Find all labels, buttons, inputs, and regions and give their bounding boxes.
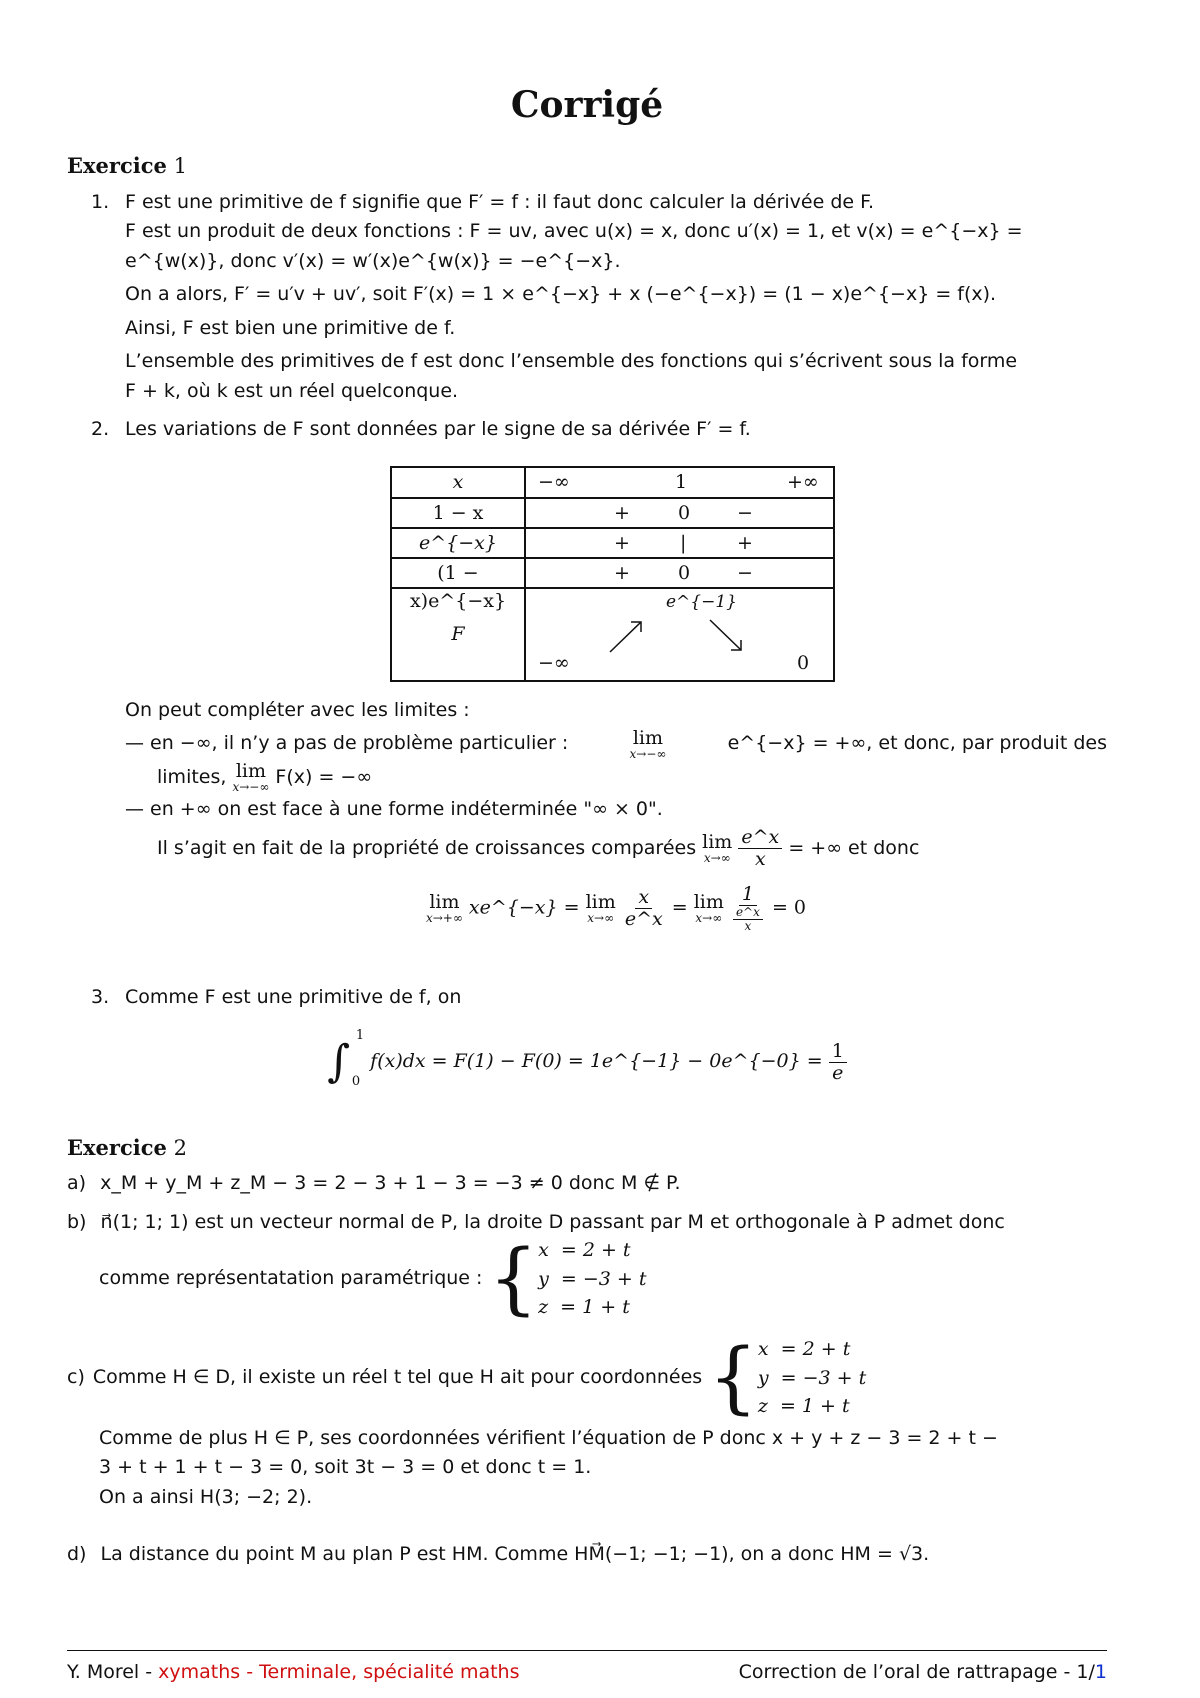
fraction [730,884,766,933]
equation-term: xe^{−x} = [468,896,580,919]
limit-text: limites, [157,766,227,789]
integral-upper-bound: 1 [355,1028,365,1043]
numerator: x [635,887,652,909]
lim-word: lim [585,890,616,913]
footer-right [739,1658,1107,1687]
exercise-1-heading [67,150,187,183]
exercise-2-heading-number: 2 [173,1136,187,1160]
lim-operator [425,890,463,925]
limit-line [125,827,1107,870]
system-line: x = 2 + t [538,1239,631,1261]
brace-icon: { [708,1332,758,1423]
exercise-1-heading-bold: Exercice [67,153,167,178]
table-header-cell: 1 [675,471,688,493]
lim-sub: x→−∞ [629,747,667,762]
text-line: F est une primitive de f signifie que F′ = f : il faut donc calculer la dérivée de F. [125,191,875,213]
table-row-header [392,468,833,499]
lim-sub: x→∞ [695,910,723,925]
question-label: b) [67,1211,87,1233]
text-line: Comme F est une primitive de f, on [125,986,462,1008]
exercise-1-heading-number: 1 [173,154,187,178]
question-c [67,1332,867,1423]
sign-cell: + [614,532,630,554]
limit-line [125,729,1107,760]
table-row-label: e^{−x} [392,529,526,557]
sign-cell: 0 [678,562,691,584]
limit-equation: lim x→+∞ xe^{−x} = lim x→∞ $\frac{x}{e\^{}x}$ = lim x→∞ $\frac{1}{\frac{e\^{}x}{x}}$ = 0 [425,882,806,933]
max-value: e^{−1} [666,592,737,612]
sign-cell: | [680,532,687,554]
table-row-label: 1 − x [392,499,526,527]
sign-cell: + [614,562,630,584]
limit-text: F(x) = −∞ [275,766,373,789]
lim-word: lim [632,727,664,750]
fraction [829,1041,847,1084]
denominator: x [754,847,766,870]
denominator: x [744,918,752,933]
question-text: comme représentatation paramétrique : [99,1267,483,1290]
question-a [67,1169,1107,1198]
item-body [125,415,1105,444]
system-line: z = 1 + t [538,1296,630,1318]
lim-word: lim [235,760,266,783]
page-title: Corrigé [510,84,664,126]
system-line: x = 2 + t [757,1338,851,1360]
integral-lower-bound: 0 [351,1074,361,1090]
lim-operator [693,890,724,925]
fraction [622,887,666,930]
table-row [392,529,833,559]
question-b-system [99,1233,647,1324]
question-label: a) [67,1172,87,1194]
lim-operator [585,890,616,925]
question-label: d) [67,1543,87,1565]
sign-cell: − [737,562,753,584]
limit-text: Il s’agit en fait de la propriété de croissances comparées [157,836,697,859]
numerator: 1 [739,884,757,906]
question-b [67,1208,1107,1237]
limits-section [125,696,1107,933]
lim-word: lim [693,890,724,913]
exercise-2-heading-bold: Exercice [67,1135,167,1160]
item-number: 2. [91,418,110,440]
denominator: e [832,1061,844,1084]
limit-text: e^{−x} = +∞, et donc, par produit des [727,732,1107,755]
item-number: 3. [91,986,110,1008]
lim-word: lim [702,830,733,853]
lim-operator [232,762,269,793]
right-limit: 0 [797,652,810,674]
footer-page-total-link[interactable]: 1 [1094,1661,1107,1683]
question-c-continued [99,1424,1107,1512]
lim-operator [702,830,733,865]
lim-sub: x→−∞ [232,780,270,795]
nested-fraction [733,906,763,933]
sign-cell: + [614,502,630,524]
table-header-cell: +∞ [787,471,819,493]
brace-icon: { [488,1233,539,1324]
limit-line [125,762,1107,793]
variation-table [390,466,835,682]
lim-operator [630,729,667,760]
text-line: Les variations de F sont données par le signe de sa dérivée F′ = f. [125,418,751,440]
numerator: e^x [733,906,763,920]
item-number: 1. [91,191,110,213]
table-row [392,499,833,529]
numerator: e^x [738,827,782,849]
sign-cell: + [737,532,753,554]
question-d [67,1540,1107,1569]
table-header-cell: x [392,468,526,497]
question-text: La distance du point M au plan P est HM. Comme HM⃗(−1; −1; −1), on a donc HM = √3. [100,1543,930,1565]
question-text: Comme H ∈ D, il existe un réel t tel que H ait pour coordonnées [92,1366,703,1389]
lim-word: lim [429,890,460,913]
text-line: Comme de plus H ∈ P, ses coordonnées vérifient l’équation de P donc x + y + z − 3 = 2 + t − [99,1427,998,1449]
denominator: e^x [624,907,663,930]
sign-cell: − [737,502,753,524]
integral-equation [67,1028,1107,1096]
equation-term: = 0 [771,896,806,919]
text-line: F + k, où k est un réel quelconque. [125,379,459,402]
limit-text: — en −∞, il n’y a pas de problème particulier : [125,732,569,755]
system-line: y = −3 + t [538,1267,647,1290]
system-line: z = 1 + t [757,1395,850,1417]
left-limit: −∞ [538,652,570,674]
text-line: On a ainsi H(3; −2; 2). [99,1485,313,1508]
table-row-label: (1 − x)e^{−x} [392,559,526,587]
footer-author: Y. Morel - [67,1661,153,1683]
lim-sub: x→+∞ [425,910,463,925]
footer-title: Correction de l’oral de rattrapage - 1/ [738,1661,1095,1683]
lim-sub: x→∞ [703,850,731,865]
item-body [125,983,1105,1012]
limits-intro: On peut compléter avec les limites : [125,699,470,721]
question-text: x_M + y_M + z_M − 3 = 2 − 3 + 1 − 3 = −3 ≠ 0 donc M ∉ P. [100,1172,681,1194]
table-header-cell: −∞ [538,471,570,493]
limit-line: — en +∞ on est face à une forme indéterminée "∞ × 0". [125,798,663,821]
denominator [730,906,766,933]
table-row-label: F [392,589,526,680]
parametric-system [538,1236,646,1322]
text-line: F est un produit de deux fonctions : F = uv, avec u(x) = x, donc u′(x) = 1, et v(x) = e^{−x} = [125,220,1023,243]
table-row-variation [392,589,833,680]
question-label: c) [67,1366,85,1389]
footer-left [67,1658,520,1687]
exercise-2-heading [67,1132,187,1165]
item-body [125,188,1105,406]
text-line: e^{w(x)}, donc v′(x) = w′(x)e^{w(x)} = −e^{−x}. [125,249,621,272]
footer-site-link[interactable]: xymaths - Terminale, spécialité maths [158,1661,520,1683]
question-text: n⃗(1; 1; 1) est un vecteur normal de P, la droite D passant par M et orthogonale à P admet donc [100,1211,1005,1233]
fraction [738,827,782,870]
system-line: y = −3 + t [757,1366,867,1389]
limit-text: = +∞ et donc [788,836,920,859]
footer-rule [67,1650,1107,1651]
document-page [67,0,1107,1698]
text-line: On a alors, F′ = u′v + uv′, soit F′(x) = 1 × e^{−x} + x (−e^{−x}) = (1 − x)e^{−x} = f(x). [125,283,997,306]
sign-cell: 0 [678,502,691,524]
text-line: Ainsi, F est bien une primitive de f. [125,316,456,339]
numerator: 1 [829,1041,847,1063]
integral-sign: ∫ 1 0 [327,1028,364,1096]
increasing-arrow-icon [607,617,647,655]
parametric-system [758,1335,866,1421]
integral-body: f(x)dx = F(1) − F(0) = 1e^{−1} − 0e^{−0} = [370,1050,823,1073]
text-line: L’ensemble des primitives de f est donc l’ensemble des fonctions qui s’écrivent sous la forme [125,350,1018,373]
decreasing-arrow-icon [707,617,747,655]
text-line: 3 + t + 1 + t − 3 = 0, soit 3t − 3 = 0 et donc t = 1. [99,1456,592,1479]
lim-sub: x→∞ [587,910,615,925]
